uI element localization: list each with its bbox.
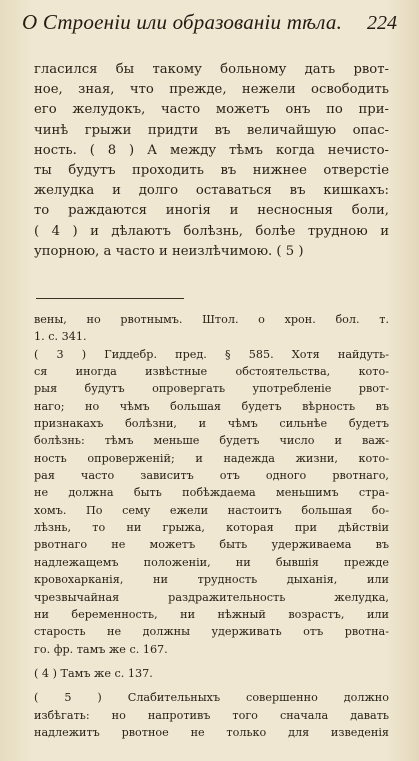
footnote-line: ( 3 ) Гиддебр. пред. § 585. Хотя найдуть-	[34, 347, 389, 361]
body-line: упорною, а часто и неизлѣчимою. ( 5 )	[34, 243, 304, 259]
page-number: 224	[367, 12, 397, 34]
footnote-line: надлежащемъ положеніи, ни бывшія прежде	[34, 555, 389, 569]
body-line: ное, зная, что прежде, нежели освободить	[34, 82, 389, 98]
running-header	[22, 10, 397, 50]
footnote-line: рая часто зависитъ отъ одного рвотнаго,	[34, 469, 389, 483]
footnote-line: чрезвычайная раздражительность желудка,	[34, 590, 389, 604]
body-line: желудка и долго оставаться въ кишкахъ:	[34, 183, 389, 199]
footnote-line: ни беременность, ни нѣжный возрастъ, или	[34, 607, 389, 621]
footnote-line: ( 5 ) Слабительныхъ совершенно должно	[34, 691, 389, 705]
footnote-line: избѣгать: но напротивъ того сначала давать	[34, 708, 389, 722]
footnote-line: ( 4 ) Тамъ же с. 137.	[34, 666, 153, 680]
footnote-line: признакахъ болѣзни, и чѣмъ сильнѣе будетъ	[34, 417, 389, 431]
footnote-line: не должна быть побѣждаема меньшимъ стра-	[34, 486, 389, 500]
footnote-line: го. фр. тамъ же с. 167.	[34, 642, 168, 656]
body-line: чинѣ грыжи придти въ величайшую опас-	[34, 122, 389, 138]
footnote-line: ся иногда извѣстные обстоятельства, кото-	[34, 365, 389, 379]
footnote-line: вены, но рвотнымъ. Штол. о хрон. бол. т.	[34, 313, 389, 326]
body-line: то раждаются иногія и несносныя боли,	[34, 203, 389, 219]
body-line: его желудокъ, часто можетъ онъ по при-	[34, 102, 389, 118]
footnote-separator	[36, 298, 184, 299]
footnote-line: старость не должны удерживать отъ рвотна-	[34, 625, 389, 639]
body-line: ( 4 ) и дѣлаютъ болѣзнь, болѣе трудною и	[34, 223, 389, 239]
footnote-line: наго; но чѣмъ большая будетъ вѣрность въ	[34, 399, 389, 413]
body-line: ты будутъ проходить въ нижнее отверстіе	[34, 162, 389, 178]
body-line: ность. ( 8 ) А между тѣмъ когда нечисто-	[34, 142, 389, 158]
footnote-line: рыя будутъ опровергать употребленіе рвот-	[34, 382, 389, 396]
body-line: гласился бы такому больному дать рвот-	[34, 62, 389, 77]
footnote-line: рвотнаго не можетъ быть удерживаема въ	[34, 538, 389, 552]
footnote-line: 1. с. 341.	[34, 330, 87, 344]
footnote-line: надлежитъ рвотное не только для изведенія	[34, 725, 389, 739]
footnote-line: лѣзнь, то ни грыжа, которая при дѣйствіи	[34, 521, 389, 535]
running-title: О Строеніи или образованіи тѣла.	[22, 10, 343, 34]
footnote-line: хомъ. По сему ежели настоитъ большая бо-	[34, 503, 389, 517]
footnote-line: болѣзнь: тѣмъ меньше будетъ число и важ-	[34, 434, 389, 448]
footnote-line: кровохарканія, ни трудность дыханія, или	[34, 573, 389, 587]
footnote-line: ность опроверженій; и надежда жизни, кото-	[34, 451, 389, 465]
footnotes	[34, 311, 389, 741]
body-text	[34, 60, 389, 262]
